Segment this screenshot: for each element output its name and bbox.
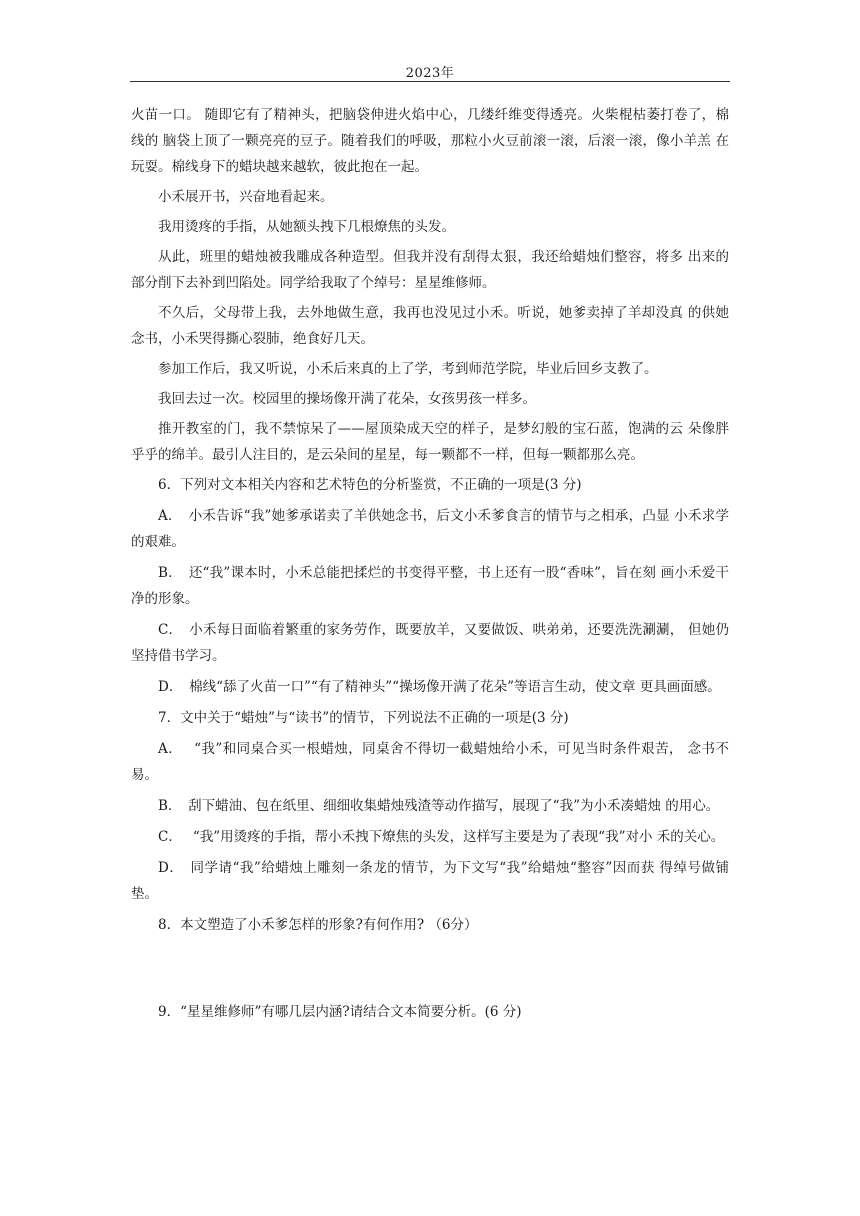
passage-paragraph-2: 小禾展开书，兴奋地看起来。 (158, 189, 334, 205)
question-7-option-c: C． “我”用烫疼的手指，帮小禾拽下燎焦的头发，这样写主要是为了表现“我”对小 禾的关心。 (158, 829, 725, 845)
passage-paragraph-3: 我用烫疼的手指，从她额头拽下几根燎焦的头发。 (158, 219, 455, 235)
passage-paragraph-6: 参加工作后，我又听说，小禾后来真的上了学，考到师范学院，毕业后回乡支教了。 (158, 361, 658, 377)
document-body (131, 102, 729, 1030)
header-divider (130, 81, 730, 82)
question-7-option-d: D． 同学请“我”给蜡烛上雕刻一条龙的情节，为下文写“我”给蜡烛“整容”因而获 得绰号做铺垫。 (131, 860, 729, 902)
question-7-stem: 7．文中关于“蜡烛”与“读书”的情节，下列说法不正确的一项是(3 分) (158, 710, 569, 726)
passage-paragraph-1: 火苗一口。 随即它有了精神头，把脑袋伸进火焰中心，几缕纤维变得透亮。火柴棍枯萎打卷了，棉线的 脑袋上顶了一颗亮亮的豆子。随着我们的呼吸，那粒小火豆前滚一滚，后滚一滚，像小羊羔 在玩耍。棉线身下的蜡块越来越软，彼此抱在一起。 (131, 107, 729, 175)
answer-space (131, 943, 729, 999)
passage-paragraph-4: 从此，班里的蜡烛被我雕成各种造型。但我并没有刮得太狠，我还给蜡烛们整容，将多 出来的部分削下去补到凹陷处。同学给我取了个绰号：星星维修师。 (131, 249, 729, 291)
question-6-option-c: C． 小禾每日面临着繁重的家务劳作，既要放羊，又要做饭、哄弟弟，还要洗洗涮涮， 但她仍坚持借书学习。 (131, 622, 729, 664)
question-9-stem: 9．“星星维修师”有哪几层内涵?请结合文本简要分析。(6 分) (158, 1004, 522, 1020)
page-header-year: 2023年 (405, 66, 455, 81)
passage-paragraph-5: 不久后，父母带上我，去外地做生意，我再也没见过小禾。听说，她爹卖掉了羊却没真 的供她念书，小禾哭得撕心裂肺，绝食好几天。 (131, 305, 729, 347)
passage-paragraph-8: 推开教室的门，我不禁惊呆了——屋顶染成天空的样子，是梦幻般的宝石蓝，饱满的云 朵像胖乎乎的绵羊。最引人注目的，是云朵间的星星，每一颗都不一样，但每一颗都那么亮。 (131, 421, 729, 463)
question-6-option-d: D． 棉线“舔了火苗一口”“有了精神头”“操场像开满了花朵”等语言生动，使文章 更具画面感。 (158, 679, 721, 695)
question-6-option-b: B． 还“我”课本时，小禾总能把揉烂的书变得平整，书上还有一股“香味”，旨在刻 画小禾爱干净的形象。 (131, 565, 729, 607)
passage-paragraph-7: 我回去过一次。校园里的操场像开满了花朵，女孩男孩一样多。 (158, 391, 536, 407)
question-7-option-a: A． “我”和同桌合买一根蜡烛，同桌舍不得切一截蜡烛给小禾，可见当时条件艰苦， 念书不易。 (131, 741, 729, 783)
question-7-option-b: B． 刮下蜡油、包在纸里、细细收集蜡烛残渣等动作描写，展现了“我”为小禾凑蜡烛 的用心。 (158, 798, 720, 814)
question-6-option-a: A． 小禾告诉“我”她爹承诺卖了羊供她念书，后文小禾爹食言的情节与之相承，凸显 小禾求学的艰难。 (131, 508, 729, 550)
question-6-stem: 6．下列对文本相关内容和艺术特色的分析鉴赏，不正确的一项是(3 分) (158, 477, 582, 493)
question-8-stem: 8．本文塑造了小禾爹怎样的形象?有何作用? （6分） (158, 917, 478, 933)
